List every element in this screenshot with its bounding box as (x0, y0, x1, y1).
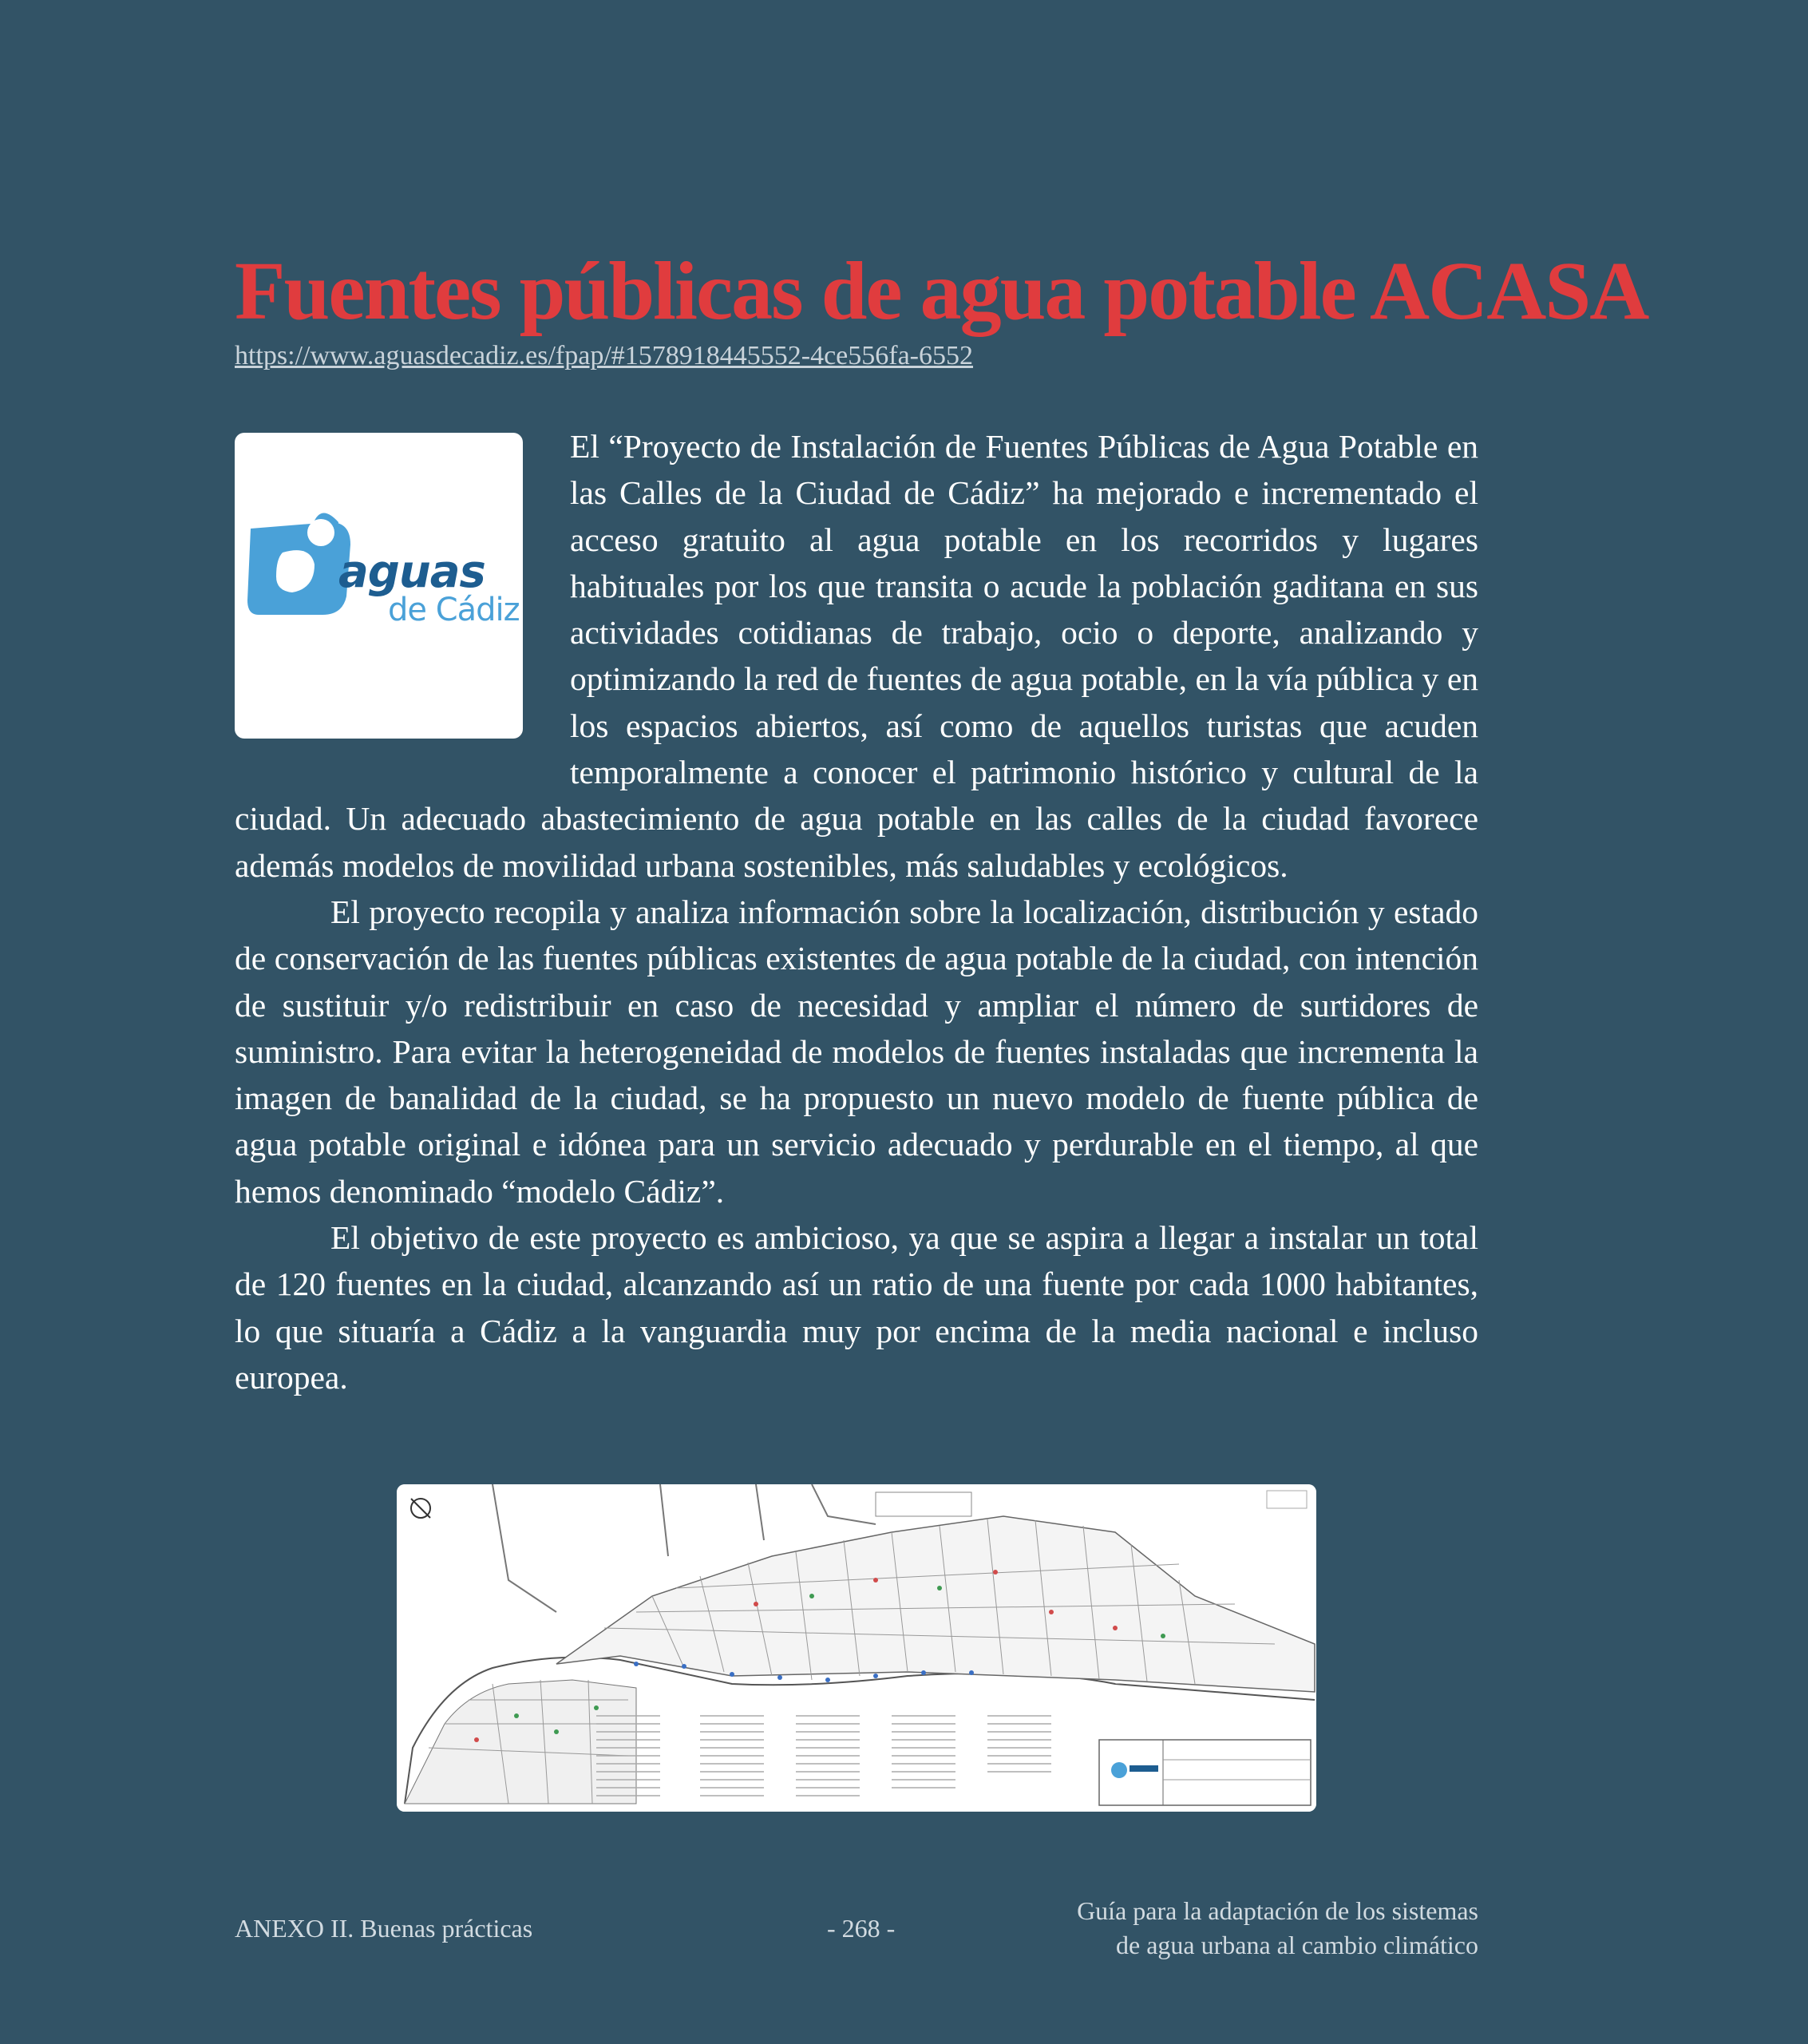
paragraph-3: El objetivo de este proyecto es ambicioso, ya que se aspira a llegar a instalar un total de 120 fuentes en la ciudad, alcanzando así un ratio de una fuente por cada 1000 habitantes, lo que situaría a Cádiz a la vanguardia muy por encima de la media nacional e incluso europea. (235, 1219, 1478, 1396)
footer-guide-title (998, 1894, 1478, 1963)
footer-guide-title-line1: Guía para la adaptación de los sistemas (1077, 1896, 1478, 1925)
paragraph-2: El proyecto recopila y analiza información sobre la localización, distribución y estado de conservación de las fuentes públicas existentes de agua potable de la ciudad, con intención de sustituir y/o redistribuir en caso de necesidad y ampliar el número de surtidores de suministro. Para evitar la heterogeneidad de modelos de fuentes instaladas que incrementa la imagen de banalidad de la ciudad, se ha propuesto un nuevo modelo de fuente pública de agua potable original e idónea para un servicio adecuado y perdurable en el tiempo, al que hemos denominado “modelo Cádiz”. (235, 893, 1478, 1210)
source-link[interactable]: https://www.aguasdecadiz.es/fpap/#1578918445552-4ce556fa-6552 (235, 341, 974, 370)
page-title: Fuentes públicas de agua potable ACASA (235, 245, 1648, 337)
logo-text-de-cadiz: de Cádiz (388, 592, 520, 628)
footer-guide-title-line2: de agua urbana al cambio climático (1115, 1931, 1478, 1959)
footer-section-label: ANEXO II. Buenas prácticas (235, 1914, 533, 1943)
fountain-location-map (397, 1484, 1316, 1812)
page-number: - 268 - (827, 1914, 896, 1943)
paragraph-1: El “Proyecto de Instalación de Fuentes Públicas de Agua Potable en las Calles de la Ciudad de Cádiz” ha mejorado e incrementado el acceso gratuito al agua potable en los recorridos y lugares habituales por los que transita o acude la población gaditana en sus actividades cotidianas de trabajo, ocio o deporte, analizando y optimizando la red de fuentes de agua potable, en la vía pública y en los espacios abiertos, así como de aquellos turistas que acuden temporalmente a conocer el patrimonio histórico y cultural de la ciudad. Un adecuado abastecimiento de agua potable en las calles de la ciudad favorece además modelos de movilidad urbana sostenibles, más saludables y ecológicos. (235, 428, 1478, 884)
logo-text-aguas: aguas (338, 546, 485, 598)
body-text (235, 423, 1478, 1400)
